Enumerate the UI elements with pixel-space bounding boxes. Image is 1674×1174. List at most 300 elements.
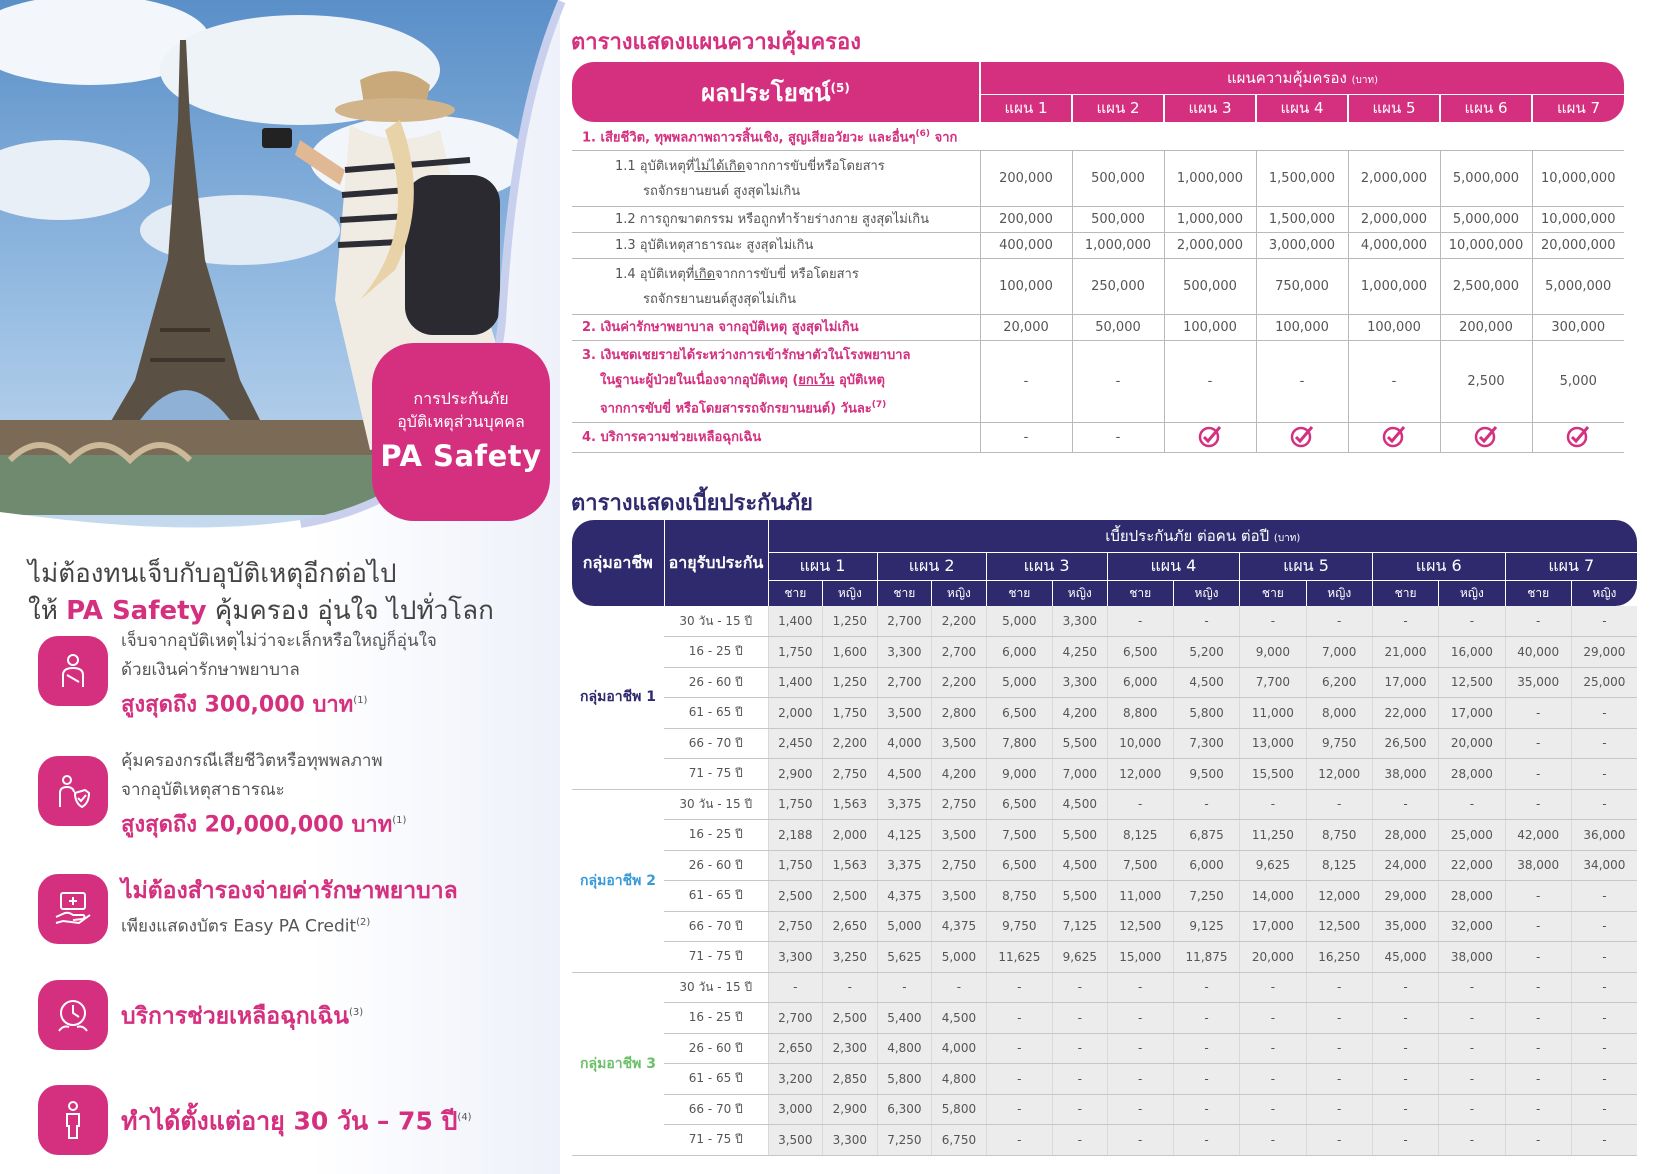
premium-cell: 3,300 <box>823 1125 878 1156</box>
premium-cell: - <box>1439 1094 1505 1125</box>
premium-cell: 12,000 <box>1107 759 1173 790</box>
premium-cell: 9,000 <box>1240 637 1306 668</box>
check-icon <box>1440 423 1532 453</box>
premium-cell: - <box>1306 606 1372 637</box>
premium-cell: 2,300 <box>823 1033 878 1064</box>
premium-row <box>572 820 1637 851</box>
premium-cell: 11,875 <box>1173 942 1239 973</box>
row14-line2: รถจักรยานยนต์สูงสุดไม่เกิน <box>643 291 797 307</box>
premium-cell: 4,800 <box>877 1033 932 1064</box>
premium-cell: 4,200 <box>1053 698 1108 729</box>
premium-cell: - <box>877 972 932 1003</box>
feature3-title: ไม่ต้องสำรองจ่ายค่ารักษาพยาบาล <box>121 878 458 904</box>
premium-cell: 4,500 <box>877 759 932 790</box>
cell: 5,000,000 <box>1440 207 1532 233</box>
premium-cell: 6,000 <box>1173 850 1239 881</box>
occupation-group-label: กลุ่มอาชีพ 2 <box>572 789 664 972</box>
male-header: ชาย <box>1107 580 1173 606</box>
premium-cell: - <box>1107 1033 1173 1064</box>
check-icon <box>1532 423 1624 453</box>
premium-cell: 7,700 <box>1240 667 1306 698</box>
premium-cell: 14,000 <box>1240 881 1306 912</box>
cell: 2,500 <box>1440 341 1532 423</box>
age-range: 26 - 60 ปี <box>664 850 768 881</box>
badge-product-name: PA Safety <box>380 439 542 473</box>
premium-cell: 3,500 <box>932 881 987 912</box>
headline-line2-pre: ให้ <box>28 596 67 626</box>
premium-cell: 3,375 <box>877 850 932 881</box>
cell: 200,000 <box>980 207 1072 233</box>
premium-cell: 4,500 <box>1053 850 1108 881</box>
row11-label <box>572 151 980 207</box>
row11-underlined: ไม่ได้เกิด <box>694 158 746 174</box>
premium-cell: 8,125 <box>1306 850 1372 881</box>
premium-cell: - <box>1053 972 1108 1003</box>
row3-label <box>572 341 980 423</box>
female-header: หญิง <box>1439 580 1505 606</box>
premium-cell: 36,000 <box>1571 820 1637 851</box>
premium-cell: 16,000 <box>1439 637 1505 668</box>
premium-cell: 22,000 <box>1372 698 1438 729</box>
plans-header-unit: (บาท) <box>1351 74 1378 86</box>
premium-cell: - <box>1173 1094 1239 1125</box>
premium-cell: 3,500 <box>877 698 932 729</box>
premium-cell: 1,750 <box>768 850 823 881</box>
premium-cell: 8,750 <box>1306 820 1372 851</box>
male-header: ชาย <box>1240 580 1306 606</box>
premium-cell: - <box>1505 1064 1571 1095</box>
premium-cell: - <box>1439 1125 1505 1156</box>
premium-cell: - <box>1372 1064 1438 1095</box>
premium-cell: - <box>1306 1094 1372 1125</box>
premium-cell: 2,450 <box>768 728 823 759</box>
injured-person-icon <box>38 636 108 706</box>
premium-cell: - <box>1505 1125 1571 1156</box>
premium-cell: - <box>986 1125 1052 1156</box>
premium-header-text: เบี้ยประกันภัย ต่อคน ต่อปี <box>1105 526 1270 545</box>
premium-cell: - <box>1107 1003 1173 1034</box>
premium-cell: - <box>1173 606 1239 637</box>
row11-pre: 1.1 อุบัติเหตุที่ <box>615 158 695 174</box>
premium-row <box>572 911 1637 942</box>
premium-cell: 38,000 <box>1505 850 1571 881</box>
row12-label: 1.2 การถูกฆาตกรรม หรือถูกทำร้ายร่างกาย สูงสุดไม่เกิน <box>572 207 980 233</box>
premium-cell: 28,000 <box>1439 881 1505 912</box>
row14-underlined: เกิด <box>694 266 716 282</box>
feature4-title-text: บริการช่วยเหลือฉุกเฉิน <box>121 1003 349 1030</box>
premium-cell: 11,000 <box>1240 698 1306 729</box>
premium-cell: - <box>1505 728 1571 759</box>
premium-table <box>572 520 1637 1156</box>
premium-cell: - <box>1107 1064 1173 1095</box>
premium-cell: 8,800 <box>1107 698 1173 729</box>
age-range: 61 - 65 ปี <box>664 1064 768 1095</box>
occupation-group-label: กลุ่มอาชีพ 3 <box>572 972 664 1155</box>
premium-cell: 4,500 <box>932 1003 987 1034</box>
premium-cell: 1,563 <box>823 850 878 881</box>
premium-cell: 9,625 <box>1053 942 1108 973</box>
premium-cell: 2,000 <box>768 698 823 729</box>
premium-cell: - <box>1372 789 1438 820</box>
premium-cell: 1,750 <box>823 698 878 729</box>
premium-cell: - <box>986 1064 1052 1095</box>
cell: - <box>1348 341 1440 423</box>
premium-cell: 38,000 <box>1439 942 1505 973</box>
premium-cell: 2,750 <box>823 759 878 790</box>
feature3-note: (2) <box>356 917 371 928</box>
age-range: 26 - 60 ปี <box>664 1033 768 1064</box>
plan-header: แผน 3 <box>986 552 1107 580</box>
feature3-line-text: เพียงแสดงบัตร Easy PA Credit <box>121 916 357 937</box>
premium-cell: 3,250 <box>823 942 878 973</box>
premium-cell: 3,300 <box>1053 606 1108 637</box>
premium-row <box>572 942 1637 973</box>
premium-cell: - <box>1240 1003 1306 1034</box>
premium-cell: 12,500 <box>1306 911 1372 942</box>
feature3-line <box>121 908 521 942</box>
premium-cell: 8,750 <box>986 881 1052 912</box>
row3-line2-pre: ในฐานะผู้ป่วยในเนื่องจากอุบัติเหตุ ( <box>600 372 799 388</box>
premium-cell: 2,650 <box>768 1033 823 1064</box>
premium-cell: 7,000 <box>1306 637 1372 668</box>
premium-cell: 2,850 <box>823 1064 878 1095</box>
premium-cell: - <box>1053 1064 1108 1095</box>
premium-cell: - <box>1053 1094 1108 1125</box>
premium-cell: 1,400 <box>768 606 823 637</box>
premium-cell: 17,000 <box>1240 911 1306 942</box>
premium-cell: 4,125 <box>877 820 932 851</box>
premium-cell: - <box>1372 1125 1438 1156</box>
feature2-note: (1) <box>392 815 407 826</box>
premium-cell: 11,000 <box>1107 881 1173 912</box>
premium-cell: 35,000 <box>1505 667 1571 698</box>
premium-cell: - <box>1505 606 1571 637</box>
feature4-title <box>121 996 521 1034</box>
premium-cell: - <box>1571 698 1637 729</box>
coverage-table <box>572 62 1624 453</box>
male-header: ชาย <box>877 580 932 606</box>
cell: 750,000 <box>1256 259 1348 315</box>
premium-cell: 9,625 <box>1240 850 1306 881</box>
coverage-row-1-1 <box>572 151 1624 207</box>
premium-cell: 4,800 <box>932 1064 987 1095</box>
premium-cell: - <box>1240 1094 1306 1125</box>
check-icon <box>1348 423 1440 453</box>
premium-cell: 8,125 <box>1107 820 1173 851</box>
feature-medical <box>38 631 508 736</box>
age-range: 16 - 25 ปี <box>664 1003 768 1034</box>
premium-row <box>572 698 1637 729</box>
premium-cell: 28,000 <box>1439 759 1505 790</box>
premium-cell: 3,300 <box>1053 667 1108 698</box>
row3-line2-post: อุบัติเหตุ <box>834 372 885 388</box>
age-range: 66 - 70 ปี <box>664 1094 768 1125</box>
premium-row <box>572 728 1637 759</box>
premium-cell: - <box>1240 1064 1306 1095</box>
premium-cell: 3,000 <box>768 1094 823 1125</box>
premium-cell: - <box>1571 881 1637 912</box>
premium-cell: - <box>986 1033 1052 1064</box>
premium-cell: 1,750 <box>768 637 823 668</box>
premium-cell: 2,200 <box>932 667 987 698</box>
premium-cell: - <box>1053 1033 1108 1064</box>
cell: 200,000 <box>1440 315 1532 341</box>
premium-cell: 2,900 <box>823 1094 878 1125</box>
male-header: ชาย <box>1505 580 1571 606</box>
premium-cell: - <box>1505 942 1571 973</box>
premium-cell: - <box>1505 789 1571 820</box>
row11-post: จากการขับขี่หรือโดยสาร <box>745 158 885 174</box>
premium-row <box>572 972 1637 1003</box>
premium-cell: - <box>1505 698 1571 729</box>
age-range: 30 วัน - 15 ปี <box>664 972 768 1003</box>
product-badge <box>372 343 550 521</box>
row3-line2 <box>582 368 980 393</box>
plan-header: แผน 2 <box>877 552 986 580</box>
premium-cell: - <box>1107 606 1173 637</box>
plan-header: แผน 7 <box>1532 94 1624 122</box>
premium-cell: - <box>1439 1003 1505 1034</box>
coverage-row-1-2 <box>572 207 1624 233</box>
female-header: หญิง <box>1173 580 1239 606</box>
premium-cell: - <box>1306 789 1372 820</box>
premium-cell: 6,500 <box>986 850 1052 881</box>
premium-cell: - <box>768 972 823 1003</box>
premium-cell: 12,000 <box>1306 759 1372 790</box>
premium-cell: 9,500 <box>1173 759 1239 790</box>
premium-cell: 2,750 <box>932 789 987 820</box>
card-hand-icon <box>38 874 108 944</box>
cell: 5,000,000 <box>1440 151 1532 207</box>
cell: 250,000 <box>1072 259 1164 315</box>
premium-cell: - <box>1372 1033 1438 1064</box>
age-range: 71 - 75 ปี <box>664 942 768 973</box>
premium-cell: 20,000 <box>1439 728 1505 759</box>
premium-cell: 1,250 <box>823 606 878 637</box>
cell: 1,000,000 <box>1348 259 1440 315</box>
premium-cell: 5,800 <box>1173 698 1239 729</box>
coverage-row-3 <box>572 341 1624 423</box>
female-header: หญิง <box>932 580 987 606</box>
premium-row <box>572 1033 1637 1064</box>
cell: 1,000,000 <box>1164 151 1256 207</box>
premium-cell: 1,250 <box>823 667 878 698</box>
premium-cell: 45,000 <box>1372 942 1438 973</box>
cell: 1,500,000 <box>1256 151 1348 207</box>
cell: 200,000 <box>980 151 1072 207</box>
headline <box>28 556 494 630</box>
premium-cell: 2,800 <box>932 698 987 729</box>
premium-cell: 2,700 <box>768 1003 823 1034</box>
plan-header: แผน 3 <box>1164 94 1256 122</box>
premium-header <box>768 520 1637 552</box>
premium-cell: 1,400 <box>768 667 823 698</box>
cell: - <box>1072 423 1164 453</box>
premium-cell: 29,000 <box>1372 881 1438 912</box>
premium-cell: 8,000 <box>1306 698 1372 729</box>
cell: 4,000,000 <box>1348 233 1440 259</box>
feature-emergency <box>38 980 508 1060</box>
badge-line1: การประกันภัย <box>413 389 509 408</box>
plan-header: แผน 7 <box>1505 552 1637 580</box>
cell: 5,000 <box>1532 341 1624 423</box>
premium-cell: 6,000 <box>1107 667 1173 698</box>
premium-cell: 11,625 <box>986 942 1052 973</box>
male-header: ชาย <box>986 580 1052 606</box>
premium-cell: - <box>1107 1125 1173 1156</box>
premium-cell: 7,250 <box>877 1125 932 1156</box>
feature1-amount-text: สูงสุดถึง 300,000 บาท <box>121 692 354 718</box>
premium-cell: - <box>986 972 1052 1003</box>
plan-header: แผน 5 <box>1348 94 1440 122</box>
headline-line2-post: คุ้มครอง อุ่นใจ ไปทั่วโลก <box>206 596 494 626</box>
premium-cell: - <box>1173 1125 1239 1156</box>
premium-cell: 3,500 <box>932 728 987 759</box>
cell: 500,000 <box>1072 151 1164 207</box>
premium-cell: - <box>1439 1033 1505 1064</box>
feature1-line2: ด้วยเงินค่ารักษาพยาบาล <box>121 660 300 680</box>
premium-cell: - <box>1240 1125 1306 1156</box>
headline-brand: PA Safety <box>66 596 207 626</box>
coverage-section1-row <box>572 122 1624 151</box>
premium-row <box>572 881 1637 912</box>
row13-label: 1.3 อุบัติเหตุสาธารณะ สูงสุดไม่เกิน <box>572 233 980 259</box>
age-header: อายุรับประกัน <box>664 520 768 606</box>
premium-cell: - <box>1173 1003 1239 1034</box>
row3-note: (7) <box>871 399 887 410</box>
premium-cell: - <box>1571 759 1637 790</box>
cell: 100,000 <box>1348 315 1440 341</box>
cell: 500,000 <box>1164 259 1256 315</box>
cell: 1,000,000 <box>1072 233 1164 259</box>
premium-cell: - <box>1505 1094 1571 1125</box>
premium-cell: - <box>986 1003 1052 1034</box>
premium-cell: - <box>1053 1003 1108 1034</box>
plan-header: แผน 1 <box>768 552 877 580</box>
section1-post: จาก <box>930 130 958 146</box>
premium-cell: 5,500 <box>1053 820 1108 851</box>
premium-cell: 10,000 <box>1107 728 1173 759</box>
feature5-title-text: ทำได้ตั้งแต่อายุ 30 วัน – 75 ปี <box>121 1106 458 1136</box>
premium-cell: - <box>1053 1125 1108 1156</box>
premium-cell: - <box>1571 789 1637 820</box>
premium-cell: 15,500 <box>1240 759 1306 790</box>
premium-cell: 2,200 <box>823 728 878 759</box>
cell: - <box>1072 341 1164 423</box>
premium-cell: 2,700 <box>877 667 932 698</box>
premium-cell: 20,000 <box>1240 942 1306 973</box>
premium-cell: 9,750 <box>1306 728 1372 759</box>
check-icon <box>1256 423 1348 453</box>
row14-pre: 1.4 อุบัติเหตุที่ <box>615 266 695 282</box>
premium-header-unit: (บาท) <box>1273 532 1301 544</box>
premium-cell: 25,000 <box>1571 667 1637 698</box>
age-range: 16 - 25 ปี <box>664 820 768 851</box>
premium-cell: 1,600 <box>823 637 878 668</box>
row11-line2: รถจักรยานยนต์ สูงสุดไม่เกิน <box>643 183 801 199</box>
premium-row <box>572 637 1637 668</box>
age-range: 61 - 65 ปี <box>664 698 768 729</box>
premium-cell: 7,800 <box>986 728 1052 759</box>
cell: - <box>980 423 1072 453</box>
premium-cell: 5,500 <box>1053 881 1108 912</box>
premium-cell: 17,000 <box>1372 667 1438 698</box>
premium-cell: 4,500 <box>1173 667 1239 698</box>
female-header: หญิง <box>823 580 878 606</box>
premium-cell: 6,300 <box>877 1094 932 1125</box>
female-header: หญิง <box>1053 580 1108 606</box>
premium-cell: - <box>1173 789 1239 820</box>
premium-cell: 17,000 <box>1439 698 1505 729</box>
premium-cell: 2,000 <box>823 820 878 851</box>
premium-cell: - <box>932 972 987 1003</box>
premium-cell: 7,000 <box>1053 759 1108 790</box>
cell: 100,000 <box>1256 315 1348 341</box>
premium-cell: 2,750 <box>768 911 823 942</box>
premium-cell: - <box>986 1094 1052 1125</box>
premium-cell: 2,500 <box>768 881 823 912</box>
premium-cell: - <box>1439 1064 1505 1095</box>
feature5-title <box>121 1101 521 1138</box>
person-icon <box>38 1085 108 1155</box>
plan-header: แผน 2 <box>1072 94 1164 122</box>
age-range: 66 - 70 ปี <box>664 728 768 759</box>
benefit-header-text: ผลประโยชน์ <box>701 78 831 107</box>
row3-line1: 3. เงินชดเชยรายได้ระหว่างการเข้ารักษาตัวในโรงพยาบาล <box>582 347 911 363</box>
benefit-header <box>572 62 980 122</box>
premium-cell: - <box>1306 1125 1372 1156</box>
premium-cell: 2,200 <box>932 606 987 637</box>
age-range: 71 - 75 ปี <box>664 759 768 790</box>
premium-cell: 6,000 <box>986 637 1052 668</box>
premium-row <box>572 789 1637 820</box>
section1-note: (6) <box>915 129 931 139</box>
premium-cell: - <box>1240 972 1306 1003</box>
premium-table-title: ตารางแสดงเบี้ยประกันภัย <box>571 491 813 516</box>
section1-text: 1. เสียชีวิต, ทุพพลภาพถาวรสิ้นเชิง, สูญเสียอวัยวะ และอื่นๆ <box>582 130 916 146</box>
premium-cell: - <box>1439 789 1505 820</box>
premium-cell: - <box>1571 606 1637 637</box>
female-header: หญิง <box>1571 580 1637 606</box>
premium-cell: - <box>1306 1003 1372 1034</box>
premium-cell: - <box>1372 972 1438 1003</box>
premium-cell: 7,125 <box>1053 911 1108 942</box>
cell: 20,000,000 <box>1532 233 1624 259</box>
premium-cell: 2,500 <box>823 881 878 912</box>
premium-cell: 3,500 <box>768 1125 823 1156</box>
premium-cell: 9,125 <box>1173 911 1239 942</box>
premium-cell: 35,000 <box>1372 911 1438 942</box>
feature4-note: (3) <box>348 1007 364 1018</box>
row3-line3-text: จากการขับขี่ หรือโดยสารรถจักรยานยนต์) วันละ <box>600 400 872 416</box>
premium-cell: 1,750 <box>768 789 823 820</box>
premium-row <box>572 1125 1637 1156</box>
premium-cell: 4,200 <box>932 759 987 790</box>
premium-cell: 9,750 <box>986 911 1052 942</box>
cell: 2,000,000 <box>1348 207 1440 233</box>
premium-cell: 5,500 <box>1053 728 1108 759</box>
premium-cell: 24,000 <box>1372 850 1438 881</box>
coverage-table-title: ตารางแสดงแผนความคุ้มครอง <box>571 30 861 55</box>
coverage-row-4 <box>572 423 1624 453</box>
feature1-note: (1) <box>353 695 368 706</box>
premium-cell: - <box>1571 728 1637 759</box>
coverage-row-1-4 <box>572 259 1624 315</box>
row4-label: 4. บริการความช่วยเหลือฉุกเฉิน <box>572 423 980 453</box>
cell: 100,000 <box>980 259 1072 315</box>
premium-cell: 4,250 <box>1053 637 1108 668</box>
premium-row <box>572 1003 1637 1034</box>
